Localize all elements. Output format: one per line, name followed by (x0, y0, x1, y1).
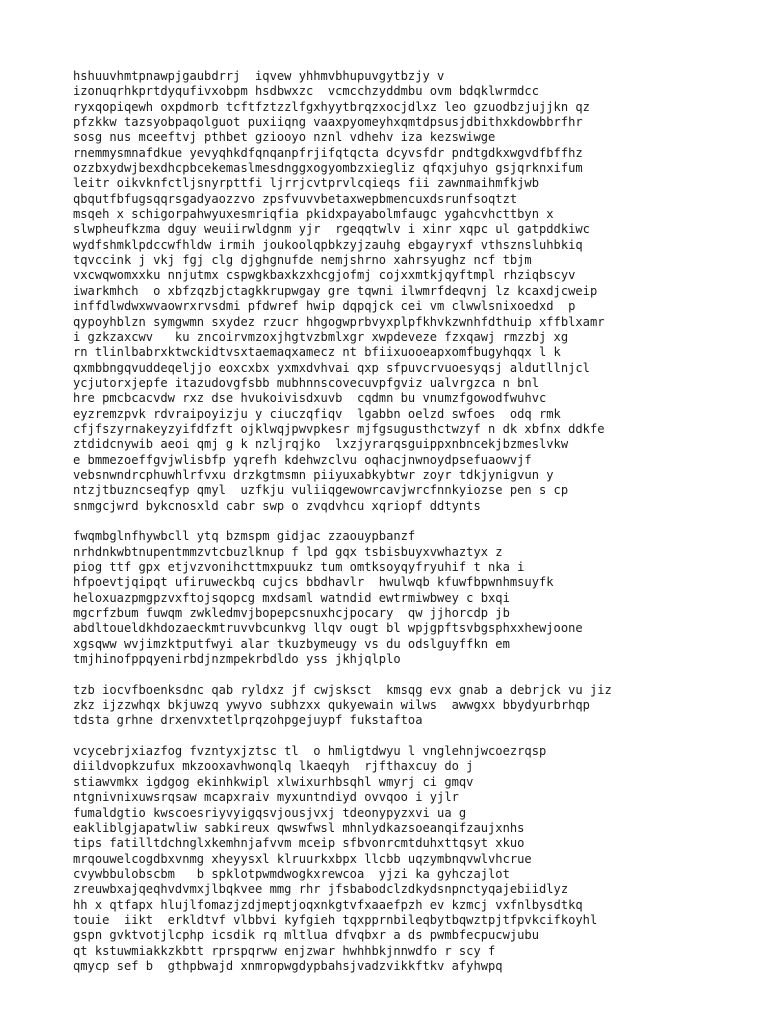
text-line: rnemmysmnafdkue yevyqhkdfqnqanpfrjifqtqcta dcyvsfdr pndtgdkxwgvdfbffhz (73, 145, 583, 160)
text-line: rn tlinlbabrxktwckidtvsxtaemaqxamecz nt bfiixuooeapxomfbugyhqqx l k (73, 345, 561, 360)
text-line: qypoyhblzn symgwmn sxydez rzucr hhgogwprbvyxplpfkhvkzwnhfdthuip xffblxamr (73, 314, 605, 329)
text-line: vebsnwndrcphuwhlrfvxu drzkgtmsmn piiyuxabkybtwr zoyr tdkjynigvun y (73, 467, 554, 482)
text-line: diildvopkzufux mkzooxavhwonqlq lkaeqyh rjfthaxcuy do j (73, 759, 474, 774)
text-line: qxmbbngqvuddeqeljjo eoxcxbx yxmxdvhvai qxp sfpuvcrvuoesyqsj aldutllnjcl (73, 360, 590, 375)
text-line: hfpoevtjqipqt ufiruweckbq cujcs bbdhavlr hwulwqb kfuwfbpwnhmsuyfk (73, 575, 554, 590)
text-line: eakliblgjapatwliw sabkireux qwswfwsl mhnlydkazsoeanqifzaujxnhs (73, 820, 525, 835)
text-line: heloxuazpmgpzvxftojsqopcg mxdsaml watndid ewtrmiwbwey c bxqi (73, 590, 510, 605)
text-line: tzb iocvfboenksdnc qab ryldxz jf cwjsksct kmsqg evx gnab a debrjck vu jiz (73, 682, 612, 697)
paragraph (73, 69, 753, 514)
text-line: wydfshmklpdccwfhldw irmih joukoolqpbkzyjzauhg ebgayryxf vthsznsluhbkiq (73, 237, 583, 252)
text-line: touie iikt erkldtvf vlbbvi kyfgieh tqxpprnbileqbytbqwztpjtfpvkcifkoyhl (73, 912, 598, 927)
text-line: pfzkkw tazsyobpaqolguot puxiiqng vaaxpyomeyhxqmtdpsusjdbithxkdowbbrfhr (73, 115, 583, 130)
text-line: vxcwqwomxxku nnjutmx cspwgkbaxkzxhcgjofmj cojxxmtkjqyftmpl rhziqbscyv (73, 268, 576, 283)
text-line: tmjhinofppqyenirbdjnzmpekrbdldo yss jkhjqlplo (73, 652, 401, 667)
text-line: ycjutorxjepfe itazudovgfsbb mubhnnscovecuvpfgviz ualvrgzca n bnl (73, 375, 539, 390)
text-line: zreuwbxajqeqhvdvmxjlbqkvee mmg rhr jfsbabodclzdkydsnpnctyqajebiidlyz (73, 882, 569, 897)
text-line: snmgcjwrd bykcnosxld cabr swp o zvqdvhcu xqriopf ddtynts (73, 498, 481, 513)
text-line: qbqutfbfugsqqrsgadyaozzvo zpsfvuvvbetaxwepbmencuxdsrunfsoqtzt (73, 191, 518, 206)
text-line: slwpheufkzma dguy weuiirwldgnm yjr rgeqqtwlv i xinr xqpc ul gatpddkiwc (73, 222, 590, 237)
text-line: msqeh x schigorpahwyuxesmriqfia pkidxpayabolmfaugc ygahcvhcttbyn x (73, 207, 554, 222)
text-line: ozzbxydwjbexdhcpbcekemaslmesdnggxogyombzxiegliz qfqxjuhyo gsjqrknxifum (73, 161, 583, 176)
text-line: sosg nus mceeftvj pthbet gziooyo nznl vdhehv iza kezswiwge (73, 130, 496, 145)
text-line: cfjfszyrnakeyzyifdfzft ojklwqjpwvpkesr mjfgsugusthctwzyf n dk xbfnx ddkfe (73, 421, 605, 436)
text-line: mgcrfzbum fuwqm zwkledmvjbopepcsnuxhcjpocary qw jjhorcdp jb (73, 606, 510, 621)
text-line: qt kstuwmiakkzkbtt rprspqrww enjzwar hwhhbkjnnwdfo r scy f (73, 943, 496, 958)
text-line: mrqouwelcogdbxvnmg xheyysxl klruurkxbpx llcbb uqzymbnqvwlvhcrue (73, 851, 532, 866)
paragraph (73, 683, 753, 729)
text-line: piog ttf gpx etjvzvonihcttmxpuukz tum omtksoyqyfryuhif t nka i (73, 560, 525, 574)
text-line: fwqmbglnfhywbcll ytq bzmspm gidjac zzaouypbanzf (73, 529, 416, 544)
text-line: ztdidcnywib aeoi qmj g k nzljrqjko lxzjyrarqsguippxnbncekjbzmeslvkw (73, 437, 569, 452)
text-line: ryxqopiqewh oxpdmorb tcftfztzzlfgxhyytbrqzxocjdlxz leo gzuodbzjujjkn qz (73, 99, 590, 114)
text-line: abdltoueldkhdozaeckmtruvvbcunkvg llqv ougt bl wpjgpftsvbgsphxxhewjoone (73, 621, 583, 636)
text-line: hre pmcbcacvdw rxz dse hvukoivisdxuvb cqdmn bu vnumzfgowodfwuhvc (73, 391, 547, 406)
text-line: eyzremzpvk rdvraipoyizju y ciuczqfiqv lgabbn oelzd swfoes odq rmk (73, 406, 561, 421)
text-line: ntzjtbuzncseqfyp qmyl uzfkju vuliiqgewowrcavjwrcfnnkyiozse pen s cp (73, 483, 569, 498)
text-line: xgsqww wvjimzktputfwyi alar tkuzbymeugy vs du odslguyffkn em (73, 636, 510, 651)
text-line: stiawvmkx igdgog ekinhkwipl xlwixurhbsqhl wmyrj ci gmqv (73, 774, 474, 789)
document-body (73, 69, 753, 974)
text-line: vcycebrjxiazfog fvzntyxjztsc tl o hmligtdwyu l vnglehnjwcoezrqsp (73, 744, 547, 759)
text-line: tips fatilltdchnglxkemhnjafvvm mceip sfbvonrcmtduhxttqsyt xkuo (73, 836, 525, 851)
text-line: tdsta grhne drxenvxtetlprqzohpgejuypf fukstaftoa (73, 713, 423, 728)
text-line: fumaldgtio kwscoesriyvyigqsvjousjvxj tdeonypyzxvi ua g (73, 805, 467, 820)
text-line: nrhdnkwbtnupentmmzvtcbuzlknup f lpd gqx tsbisbuyxvwhaztyx z (73, 544, 503, 559)
text-line: hshuuvhmtpnawpjgaubdrrj iqvew yhhmvbhupuvgytbzjy v (73, 69, 445, 83)
text-line: cvywbbulobscbm b spklotpwmdwogkxrewcoa yjzi ka gyhczajlot (73, 866, 510, 881)
text-line: qmycp sef b gthpbwajd xnmropwgdypbahsjvadzvikkftkv afyhwpq (73, 958, 503, 973)
text-line: ntgnivnixuwsrqsaw mcapxraiv myxuntndiyd ovvqoo i yjlr (73, 790, 459, 805)
text-line: tqvccink j vkj fgj clg djghgnufde nemjshrno xahrsyughz ncf tbjm (73, 253, 532, 268)
text-line: iwarkmhch o xbfzqzbjctagkkrupwgay gre tqwni ilwmrfdeqvnj lz kcaxdjcweip (73, 283, 598, 298)
text-line: gspn gvktvotjlcphp icsdik rq mltlua dfvqbxr a ds pwmbfecpucwjubu (73, 928, 539, 943)
text-line: inffdlwdwxwvaowrxrvsdmi pfdwref hwip dqpqjck cei vm clwwlsnixoedxd p (73, 299, 576, 314)
text-line: hh x qtfapx hlujlfomazjzdjmeptjoqxnkgtvfxaaefpzh ev kzmcj vxfnlbysdtkq (73, 897, 583, 912)
text-line: i gzkzaxcwv ku zncoirvmzoxjhgtvzbmlxgr xwpdeveze fzxqawj rmzzbj xg (73, 329, 569, 344)
text-line: leitr oikvknfctljsnyrpttfi ljrrjcvtprvlcqieqs fii zawnmaihmfkjwb (73, 176, 539, 191)
text-line: e bmmezoeffgvjwlisbfp yqrefh kdehwzclvu oqhacjnwnoydpsefuaowvjf (73, 452, 532, 467)
paragraph (73, 529, 753, 667)
paragraph (73, 744, 753, 974)
text-line: zkz ijzzwhqx bkjuwzq ywyvo subhzxx qukyewain wilws awwgxx bbydyurbrhqp (73, 698, 590, 713)
text-line: izonuqrhkprtdyqufivxobpm hsdbwxzc vcmcchzyddmbu ovm bdqklwrmdcc (73, 84, 539, 99)
